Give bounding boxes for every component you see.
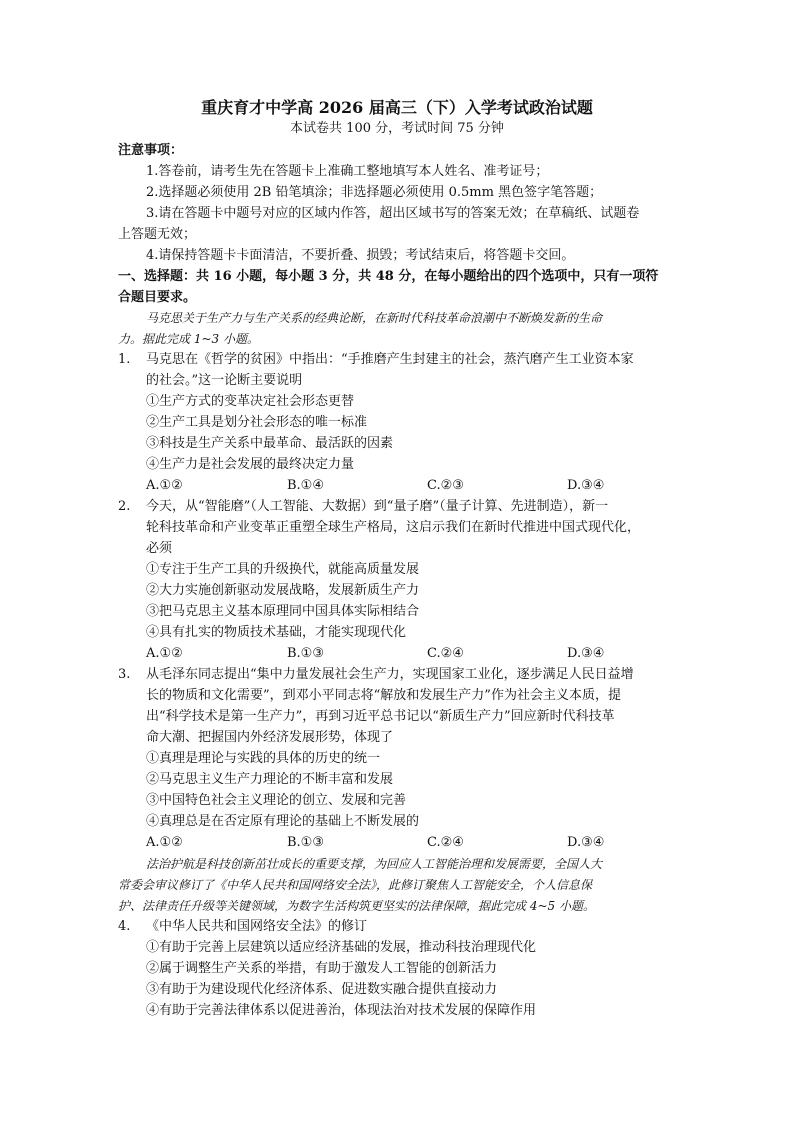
section-heading: 合题目要求。 bbox=[118, 290, 197, 305]
choice-a[interactable]: A.①② bbox=[146, 478, 183, 493]
statement-4: ④具有扎实的物质技术基础，才能实现现代化 bbox=[146, 625, 407, 640]
question-stem: 必须 bbox=[146, 541, 173, 556]
statement-3: ③把马克思主义基本原理同中国具体实际相结合 bbox=[146, 604, 420, 619]
choice-a[interactable]: A.①② bbox=[146, 835, 183, 850]
statement-3: ③有助于为建设现代化经济体系、促进数实融合提供直接动力 bbox=[146, 982, 498, 997]
question-stem: 轮科技革命和产业变革正重塑全球生产格局，这启示我们在新时代推进中国式现代化， bbox=[146, 520, 641, 535]
material-text: 法治护航是科技创新茁壮成长的重要支撑，为回应人工智能治理和发展需要，全国人大 bbox=[146, 857, 603, 871]
choice-d[interactable]: D.③④ bbox=[567, 646, 605, 661]
question-stem: 长的物质和文化需要”，到邓小平同志将“解放和发展生产力”作为社会主义本质，提 bbox=[146, 688, 621, 703]
choice-c[interactable]: C.②④ bbox=[427, 646, 464, 661]
question-stem: 从毛泽东同志提出“集中力量发展社会生产力，实现国家工业化，逐步满足人民日益增 bbox=[146, 667, 634, 682]
statement-4: ④生产力是社会发展的最终决定力量 bbox=[146, 457, 355, 472]
statement-3: ③中国特色社会主义理论的创立、发展和完善 bbox=[146, 793, 407, 808]
statement-1: ①真理是理论与实践的具体的历史的统一 bbox=[146, 751, 381, 766]
choice-b[interactable]: B.①③ bbox=[287, 646, 324, 661]
question-stem: 马克思在《哲学的贫困》中指出：“手推磨产生封建主的社会，蒸汽磨产生工业资本家 bbox=[146, 352, 634, 367]
material-text: 常委会审议修订了《中华人民共和国网络安全法》，此修订聚焦人工智能安全，个人信息保 bbox=[118, 878, 593, 892]
choice-d[interactable]: D.③④ bbox=[567, 835, 605, 850]
choice-d[interactable]: D.③④ bbox=[567, 478, 605, 493]
statement-2: ②大力实施创新驱动发展战略，发展新质生产力 bbox=[146, 583, 420, 598]
material-text: 力。据此完成 1~3 小题。 bbox=[118, 332, 259, 346]
statement-3: ③科技是生产关系中最革命、最活跃的因素 bbox=[146, 436, 394, 451]
notice-item: 1.答卷前，请考生先在答题卡上准确工整地填写本人姓名、准考证号； bbox=[146, 164, 549, 179]
notice-item: 上答题无效； bbox=[118, 227, 197, 242]
question-stem: 《中华人民共和国网络安全法》的修订 bbox=[146, 919, 368, 934]
statement-2: ②马克思主义生产力理论的不断丰富和发展 bbox=[146, 772, 394, 787]
notice-item: 4.请保持答题卡卡面清洁，不要折叠、损毁；考试结束后，将答题卡交回。 bbox=[146, 248, 575, 263]
section-heading: 一、选择题：共 16 小题，每小题 3 分，共 48 分，在每小题给出的四个选项中，只有一项符 bbox=[118, 269, 659, 284]
statement-1: ①有助于完善上层建筑以适应经济基础的发展，推动科技治理现代化 bbox=[146, 940, 537, 955]
statement-2: ②生产工具是划分社会形态的唯一标准 bbox=[146, 415, 368, 430]
statement-1: ①专注于生产工具的升级换代，就能高质量发展 bbox=[146, 562, 420, 577]
question-stem: 今天，从“智能磨”（人工智能、大数据）到“量子磨”（量子计算、先进制造），新一 bbox=[146, 499, 609, 514]
choice-a[interactable]: A.①② bbox=[146, 646, 183, 661]
statement-4: ④真理总是在否定原有理论的基础上不断发展的 bbox=[146, 814, 420, 829]
statement-1: ①生产方式的变革决定社会形态更替 bbox=[146, 394, 355, 409]
material-text: 护、法律责任升级等关键领域，为数字生活构筑更坚实的法律保障，据此完成 4~5 小题。 bbox=[118, 899, 595, 913]
question-number: 3. bbox=[118, 667, 131, 682]
question-stem: 出“科学技术是第一生产力”，再到习近平总书记以“新质生产力”回应新时代科技革 bbox=[146, 709, 615, 724]
exam-title: 重庆育才中学高 2026 届高三（下）入学考试政治试题 bbox=[201, 98, 593, 117]
question-number: 1. bbox=[118, 352, 131, 367]
choice-c[interactable]: C.②④ bbox=[427, 835, 464, 850]
question-stem: 的社会。”这一论断主要说明 bbox=[146, 373, 303, 388]
choice-b[interactable]: B.①③ bbox=[287, 835, 324, 850]
statement-2: ②属于调整生产关系的举措，有助于激发人工智能的创新活力 bbox=[146, 961, 498, 976]
question-stem: 命大潮、把握国内外经济发展形势，体现了 bbox=[146, 730, 394, 745]
question-number: 2. bbox=[118, 499, 131, 514]
material-text: 马克思关于生产力与生产关系的经典论断，在新时代科技革命浪潮中不断焕发新的生命 bbox=[146, 311, 603, 325]
question-number: 4. bbox=[118, 919, 131, 934]
statement-4: ④有助于完善法律体系以促进善治，体现法治对技术发展的保障作用 bbox=[146, 1003, 537, 1018]
notice-item: 3.请在答题卡中题号对应的区域内作答，超出区域书写的答案无效；在草稿纸、试题卷 bbox=[146, 206, 640, 221]
notice-heading: 注意事项： bbox=[118, 143, 184, 158]
notice-item: 2.选择题必须使用 2B 铅笔填涂；非选择题必须使用 0.5mm 黑色签字笔答题； bbox=[146, 185, 603, 200]
choice-c[interactable]: C.②③ bbox=[427, 478, 464, 493]
exam-subtitle: 本试卷共 100 分，考试时间 75 分钟 bbox=[290, 121, 504, 136]
choice-b[interactable]: B.①④ bbox=[287, 478, 324, 493]
